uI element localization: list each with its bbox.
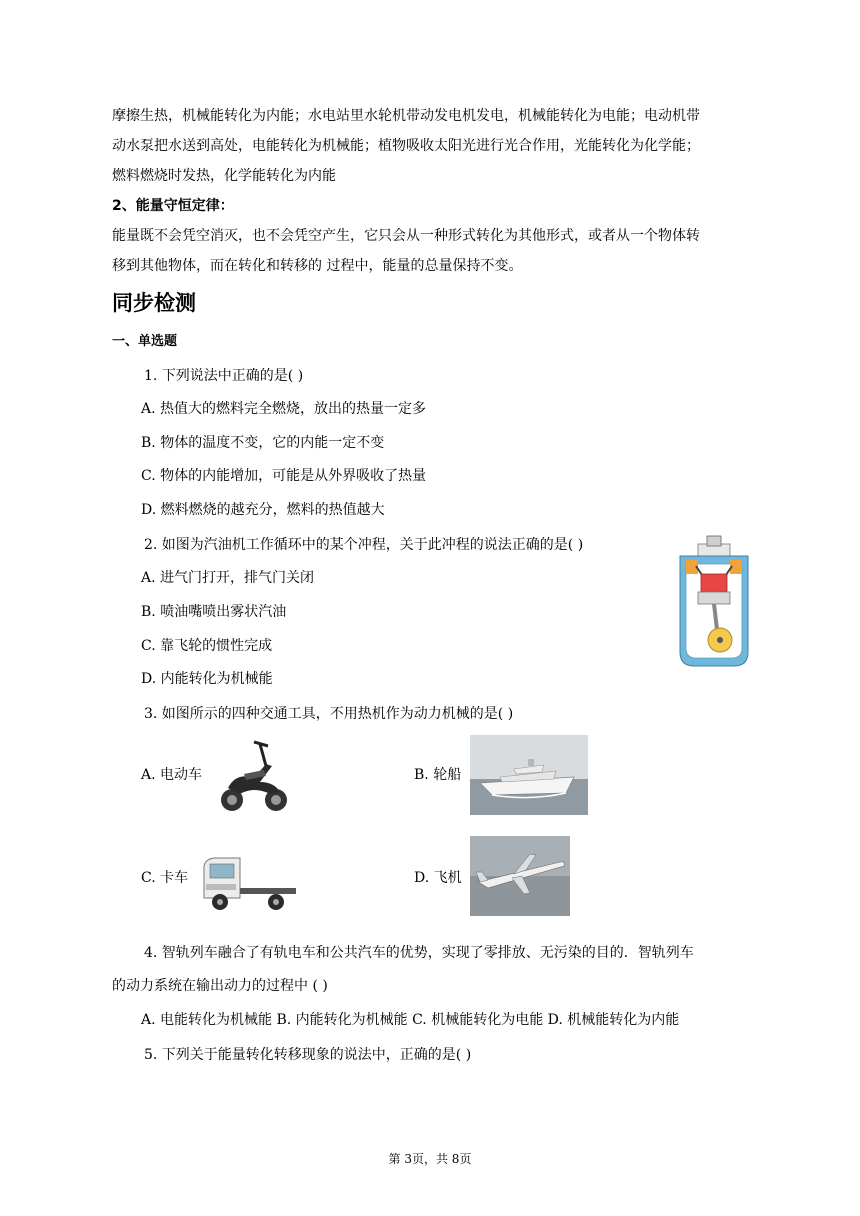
intro-line-1: 摩擦生热，机械能转化为内能；水电站里水轮机带动发电机发电，机械能转化为电能；电动机带: [112, 108, 700, 124]
law-heading: 2、能量守恒定律：: [112, 198, 234, 214]
question-2-option-d: D. 内能转化为机械能: [141, 671, 273, 687]
intro-line-2: 动水泵把水送到高处，电能转化为机械能；植物吸收太阳光进行光合作用，光能转化为化学能；: [112, 138, 700, 154]
electric-scooter-image: [214, 734, 292, 816]
question-1-option-d: D. 燃料燃烧的越充分，燃料的热值越大: [141, 502, 385, 518]
airplane-image: [470, 836, 570, 916]
question-1-option-c: C. 物体的内能增加，可能是从外界吸收了热量: [141, 468, 427, 484]
engine-stroke-figure: [676, 534, 752, 670]
question-2-option-b: B. 喷油嘴喷出雾状汽油: [141, 604, 287, 620]
ship-image: [470, 735, 588, 815]
law-line-1: 能量既不会凭空消灭，也不会凭空产生，它只会从一种形式转化为其他形式，或者从一个物体转: [112, 228, 700, 244]
part-title: 一、单选题: [112, 334, 178, 349]
question-3-option-c: C. 卡车: [141, 870, 189, 886]
question-3-stem: 3. 如图所示的四种交通工具，不用热机作为动力机械的是( ): [144, 706, 514, 722]
page-footer: 第 3页，共 8页: [388, 1152, 472, 1166]
question-3-option-b: B. 轮船: [414, 767, 462, 783]
question-4-stem-line-1: 4. 智轨列车融合了有轨电车和公共汽车的优势，实现了零排放、无污染的目的．智轨列车: [144, 945, 694, 961]
question-2-stem: 2. 如图为汽油机工作循环中的某个冲程，关于此冲程的说法正确的是( ): [144, 537, 584, 553]
question-3-option-d: D. 飞机: [414, 870, 462, 886]
truck-image: [200, 854, 300, 914]
section-title: 同步检测: [112, 291, 196, 315]
question-3-option-a: A. 电动车: [141, 767, 203, 783]
question-1-option-a: A. 热值大的燃料完全燃烧，放出的热量一定多: [141, 401, 427, 417]
law-line-2: 移到其他物体，而在转化和转移的 过程中，能量的总量保持不变。: [112, 258, 523, 274]
question-2-option-c: C. 靠飞轮的惯性完成: [141, 638, 273, 654]
question-4-options: A. 电能转化为机械能 B. 内能转化为机械能 C. 机械能转化为电能 D. 机械能转化为内能: [141, 1012, 680, 1028]
question-5-stem: 5. 下列关于能量转化转移现象的说法中，正确的是( ): [144, 1047, 472, 1063]
question-2-option-a: A. 进气门打开，排气门关闭: [141, 570, 315, 586]
question-1-option-b: B. 物体的温度不变，它的内能一定不变: [141, 435, 385, 451]
intro-line-3: 燃料燃烧时发热，化学能转化为内能: [112, 168, 336, 184]
question-4-stem-line-2: 的动力系统在输出动力的过程中 ( ): [112, 978, 328, 994]
question-1-stem: 1. 下列说法中正确的是( ): [144, 368, 304, 384]
